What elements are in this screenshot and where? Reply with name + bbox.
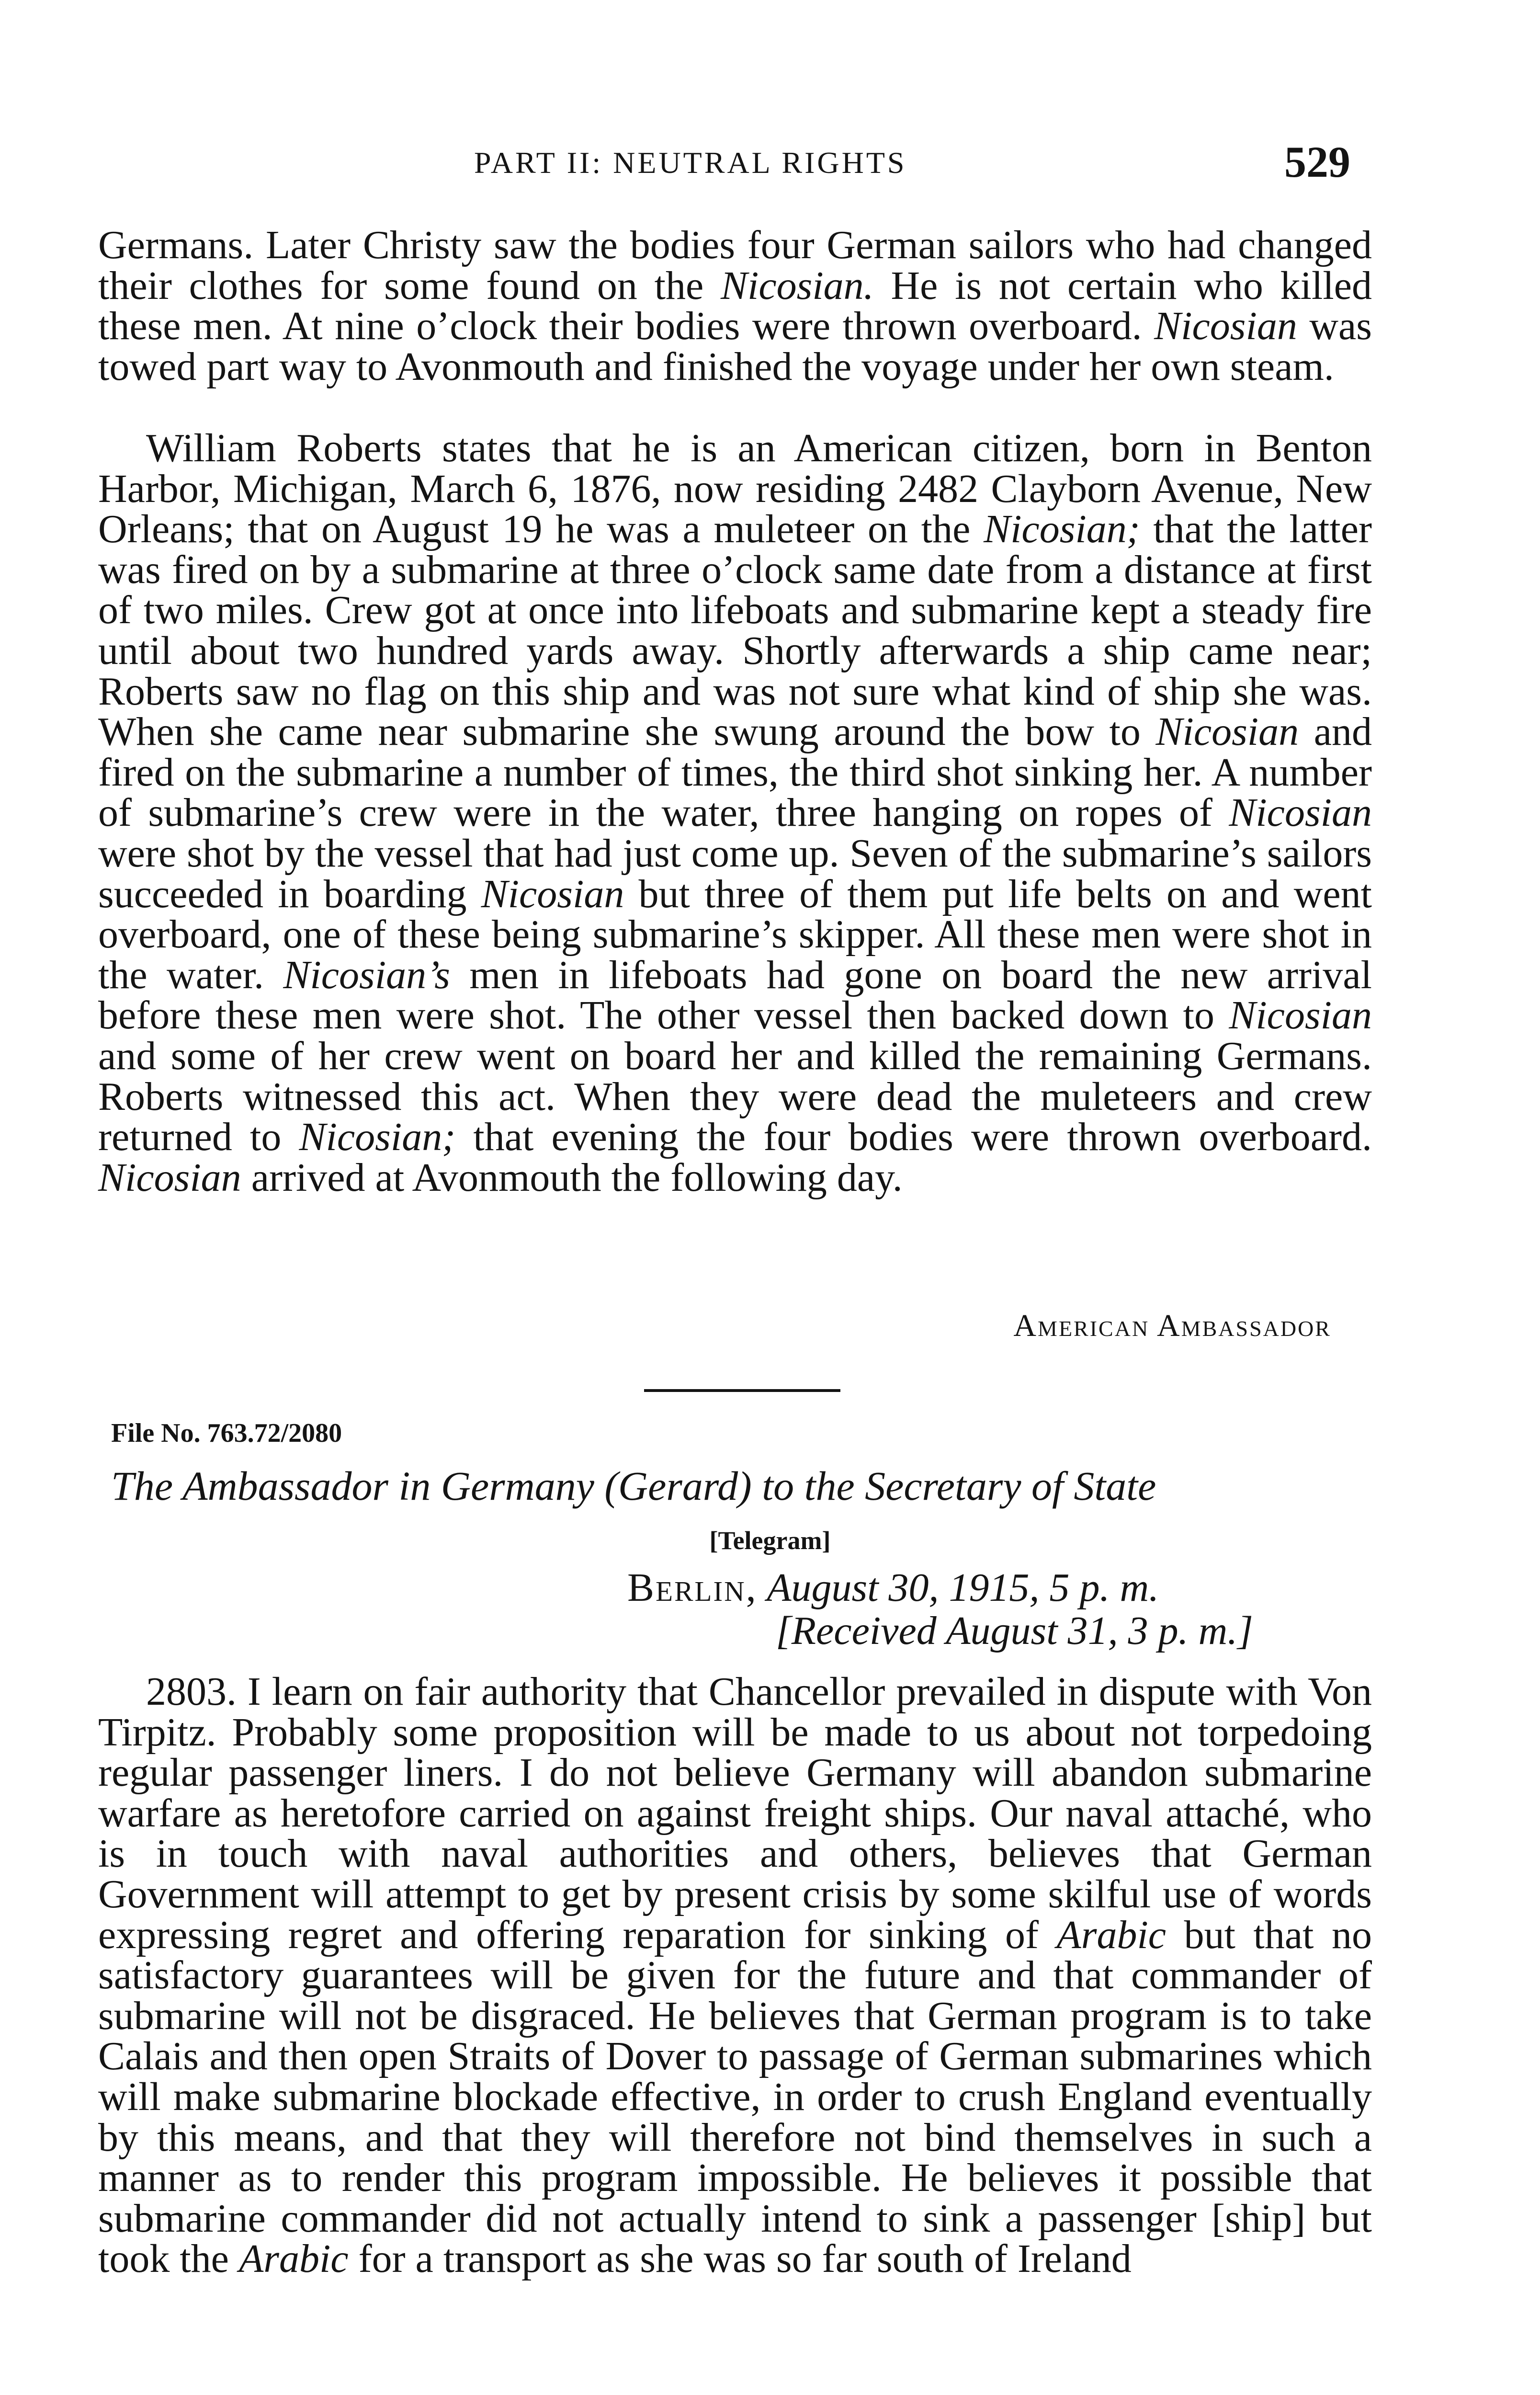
ship-name: Nicosian bbox=[1229, 993, 1372, 1038]
ship-name: Nicosian bbox=[1154, 304, 1297, 349]
text-run: for a transport as she was so far south of Ireland bbox=[348, 2236, 1132, 2281]
text-run: arrived at Avonmouth the following day. bbox=[241, 1155, 903, 1200]
ship-name: Arabic bbox=[238, 2236, 349, 2281]
text-run: that evening the four bodies were thrown overboard. bbox=[455, 1115, 1372, 1160]
paragraph-christy bbox=[98, 225, 1372, 387]
title-part: The Ambassador in Germany ( bbox=[111, 1463, 619, 1509]
dateline-place: Berlin, bbox=[627, 1565, 758, 1610]
ship-name: Nicosian; bbox=[299, 1115, 456, 1160]
file-number: File No. 763.72/2080 bbox=[111, 1418, 342, 1448]
dateline-sent bbox=[627, 1566, 1253, 1609]
ship-name: Nicosian. bbox=[721, 263, 874, 308]
text-run: 2803. I learn on fair authority that Chancellor prevailed in dispute with Von Tirpitz. Probably some proposition will be made to us about not torpedoing regular passenger liners. I do not believe Germany will abandon submarine warfare as heretofore carried on against freight ships. Our naval attaché, who is in touch with naval authorities and others, believes that German Government will attempt to get by present crisis by some skilful use of words expressing regret and offering reparation for sinking of bbox=[98, 1669, 1372, 1957]
ship-name: Arabic bbox=[1056, 1912, 1166, 1957]
dateline-date: August 30, 1915, 5 p. m. bbox=[757, 1565, 1159, 1610]
text-run: He is not certain who killed these men. At nine o’clock their bodies were thrown overboard. bbox=[98, 263, 1372, 349]
text-run: but that no satisfactory guarantees will be given for the future and that commander of submarine will not be disgraced. He believes that German program is to take Calais and then open Straits of Dover to passage of German submarines which will make submarine blockade effective, in order to crush England eventually by this means, and that they will therefore not bind themselves in such a manner as to render this program impossible. He believes it possible that submarine commander did not actually intend to sink a passenger [ship] but took the bbox=[98, 1912, 1372, 2281]
page-number: 529 bbox=[1284, 137, 1350, 186]
ship-name: Nicosian bbox=[98, 1155, 241, 1200]
title-name: Gerard bbox=[618, 1463, 738, 1509]
text-run: and some of her crew went on board her and killed the remaining Germans. Roberts witnessed this act. When they were dead the muleteers and crew returned to bbox=[98, 1033, 1372, 1160]
ship-name: Nicosian; bbox=[984, 507, 1140, 552]
section-divider bbox=[644, 1389, 840, 1392]
ship-name: Nicosian bbox=[481, 871, 624, 916]
ship-name: Nicosian bbox=[1155, 709, 1299, 754]
ship-name: Nicosian’s bbox=[283, 952, 450, 997]
dateline bbox=[627, 1566, 1253, 1653]
running-head: PART II: NEUTRAL RIGHTS bbox=[474, 146, 907, 180]
text-run: Germans. Later Christy saw the bodies four German sailors who had changed their clothes for some found on the bbox=[98, 223, 1372, 308]
paragraph-roberts bbox=[98, 428, 1372, 1198]
paragraph-telegram-2803 bbox=[98, 1669, 1372, 2281]
ship-name: Nicosian bbox=[1229, 790, 1372, 835]
document-title bbox=[111, 1462, 1375, 1510]
signature-american-ambassador: American Ambassador bbox=[1013, 1308, 1331, 1343]
text-run: men in lifeboats had gone on board the new arrival before these men were shot. The other vessel then backed down to bbox=[98, 952, 1372, 1038]
text-run: were shot by the vessel that had just come up. Seven of the submarine’s sailors succeeded in boarding bbox=[98, 831, 1372, 916]
text-run: but three of them put life belts on and went overboard, one of these being submarine’s skipper. All these men were shot in the water. bbox=[98, 871, 1372, 997]
telegram-tag: [Telegram] bbox=[709, 1526, 831, 1555]
text-run: and fired on the submarine a number of times, the third shot sinking her. A number of submarine’s crew were in the water, three hanging on ropes of bbox=[98, 709, 1372, 835]
text-run: William Roberts states that he is an American citizen, born in Benton Harbor, Michigan, March 6, 1876, now residing 2482 Clayborn Avenue, New Orleans; that on August 19 he was a muleteer on the bbox=[98, 426, 1372, 552]
dateline-received: [Received August 31, 3 p. m.] bbox=[776, 1608, 1253, 1653]
text-run: was towed part way to Avonmouth and finished the voyage under her own steam. bbox=[98, 304, 1372, 389]
page-header bbox=[0, 137, 1540, 204]
title-part: ) to the Secretary of State bbox=[738, 1463, 1156, 1509]
text-run: that the latter was fired on by a submarine at three o’clock same date from a distance at first of two miles. Crew got at once into lifeboats and submarine kept a steady fire until about two hundred yards away. Shortly afterwards a ship came near; Roberts saw no flag on this ship and was not sure what kind of ship she was. When she came near submarine she swung around the bow to bbox=[98, 507, 1372, 754]
